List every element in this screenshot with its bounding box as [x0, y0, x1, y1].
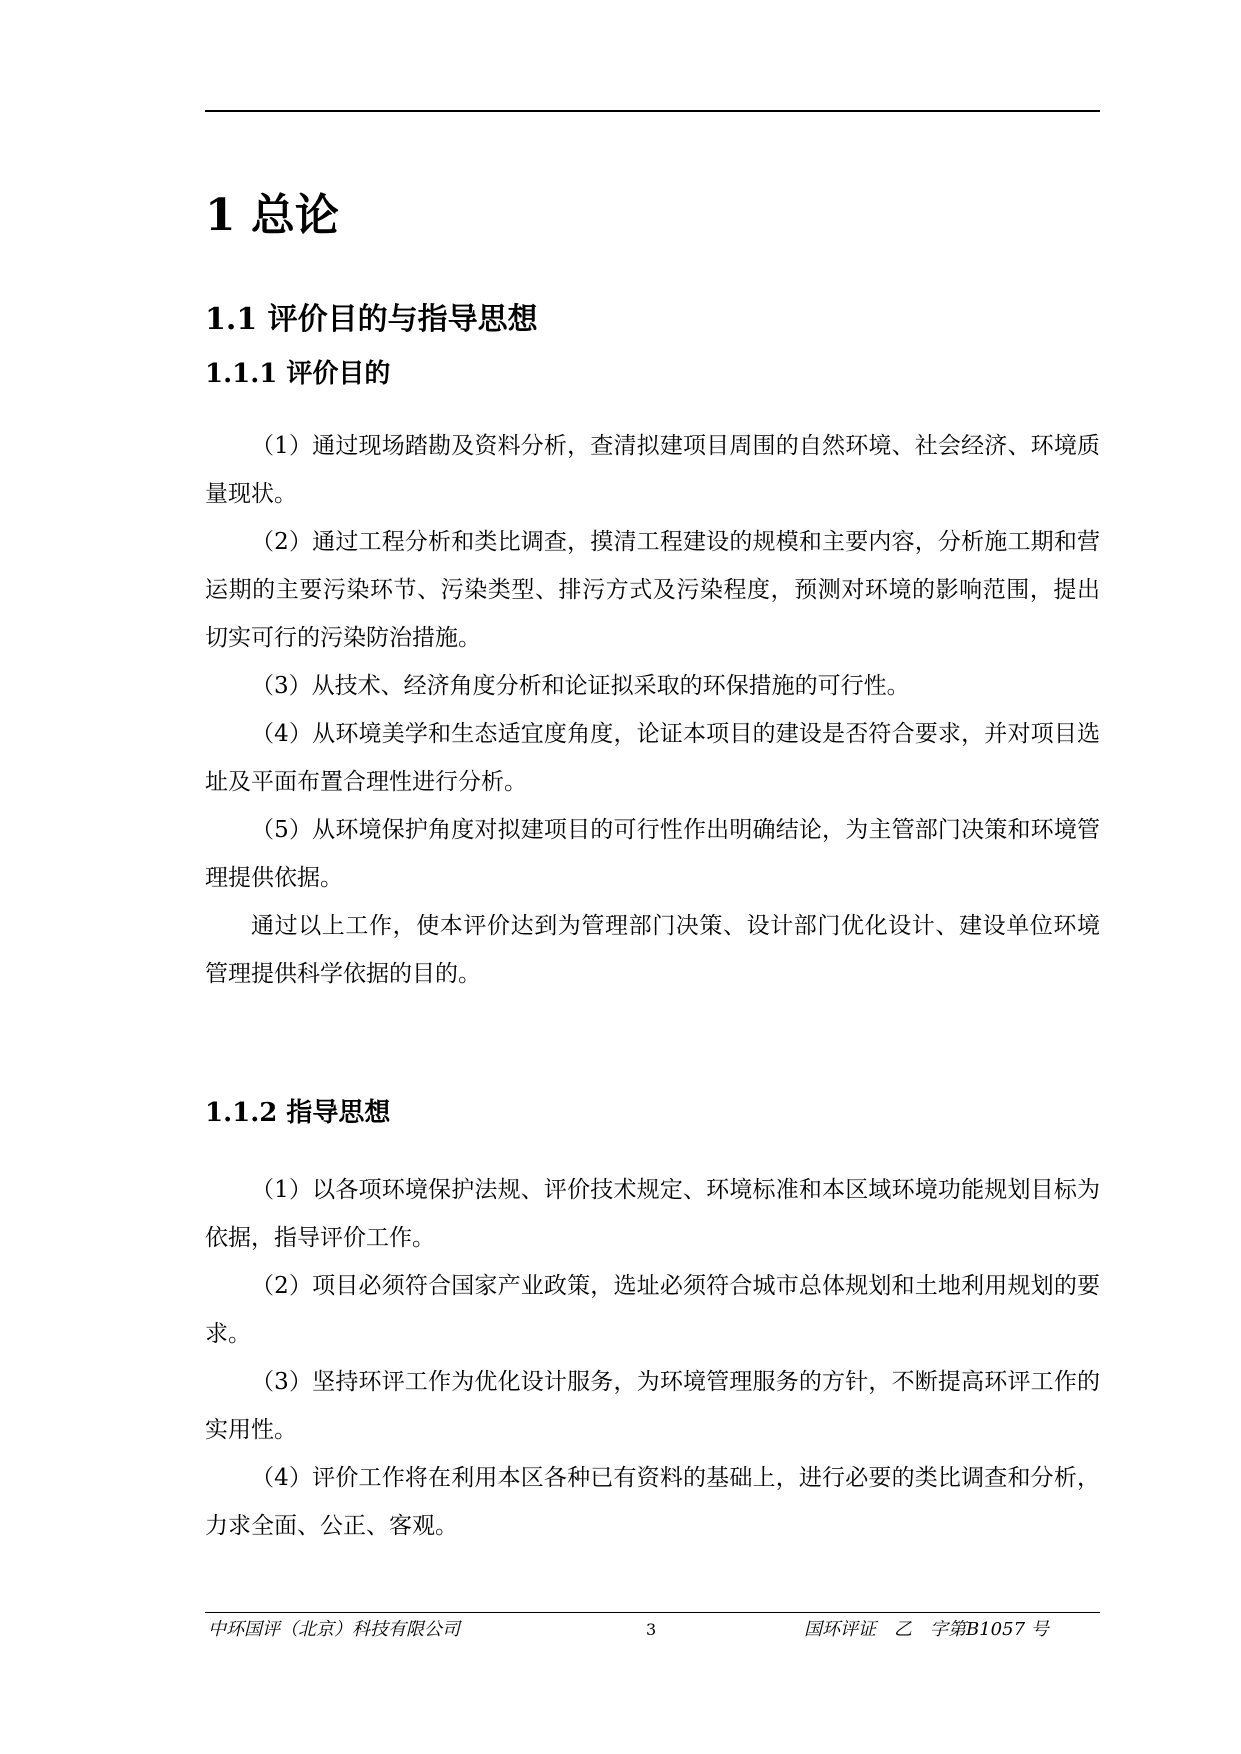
- subsection-title-guiding: 1.1.2 指导思想: [205, 1098, 391, 1128]
- paragraph: 通过以上工作，使本评价达到为管理部门决策、设计部门优化设计、建设单位环境管理提供科学依据的目的。: [205, 913, 1100, 987]
- section-title: 1.1 评价目的与指导思想: [205, 302, 538, 337]
- purpose-paragraphs: [205, 422, 1100, 998]
- paragraph: （2）项目必须符合国家产业政策，选址必须符合城市总体规划和土地利用规划的要求。: [205, 1273, 1100, 1347]
- paragraph: （3）坚持环评工作为优化设计服务，为环境管理服务的方针，不断提高环评工作的实用性。: [205, 1369, 1100, 1443]
- page-number: 3: [646, 1620, 657, 1639]
- footer-company: 中环国评（北京）科技有限公司: [208, 1619, 460, 1640]
- paragraph: （3）从技术、经济角度分析和论证拟采取的环保措施的可行性。: [251, 673, 910, 699]
- chapter-title: 1 总论: [205, 190, 339, 241]
- header-rule: [205, 110, 1100, 112]
- guiding-paragraphs: [205, 1166, 1100, 1550]
- paragraph: （5）从环境保护角度对拟建项目的可行性作出明确结论，为主管部门决策和环境管理提供依据。: [205, 817, 1100, 891]
- subsection-title-purpose: 1.1.1 评价目的: [205, 359, 391, 389]
- paragraph: （1）通过现场踏勘及资料分析，查清拟建项目周围的自然环境、社会经济、环境质量现状。: [205, 433, 1100, 507]
- paragraph: （4）从环境美学和生态适宜度角度，论证本项目的建设是否符合要求，并对项目选址及平面布置合理性进行分析。: [205, 721, 1100, 795]
- paragraph: （4）评价工作将在利用本区各种已有资料的基础上，进行必要的类比调查和分析，力求全面、公正、客观。: [205, 1465, 1100, 1539]
- paragraph: （1）以各项环境保护法规、评价技术规定、环境标准和本区域环境功能规划目标为依据，指导评价工作。: [205, 1177, 1100, 1251]
- paragraph: （2）通过工程分析和类比调查，摸清工程建设的规模和主要内容，分析施工期和营运期的主要污染环节、污染类型、排污方式及污染程度，预测对环境的影响范围，提出切实可行的污染防治措施。: [205, 529, 1100, 651]
- footer-rule: [205, 1612, 1100, 1613]
- footer-certificate: 国环评证 乙 字第B1057 号: [804, 1619, 1049, 1640]
